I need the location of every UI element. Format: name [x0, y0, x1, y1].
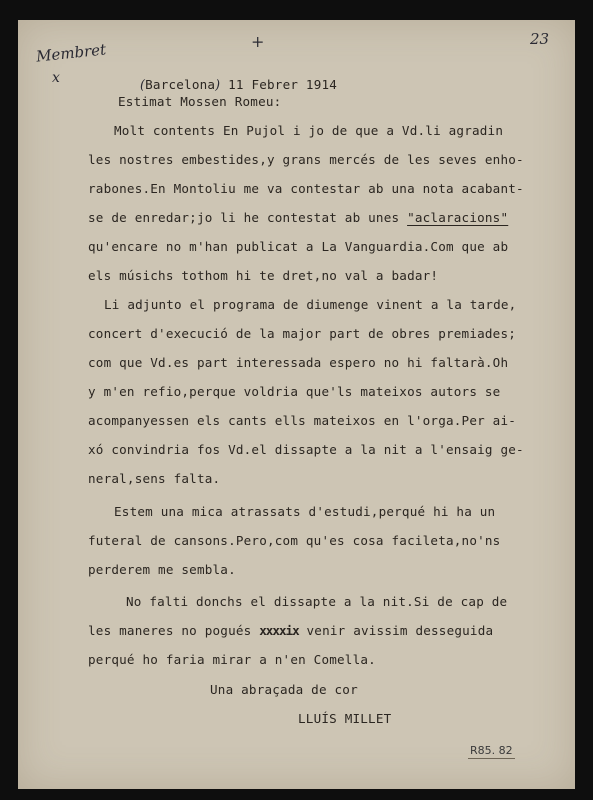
paren-open: (	[140, 77, 146, 92]
struck-text: xxxxix	[259, 623, 299, 638]
archive-stamp: R85. 82	[470, 744, 513, 757]
body-line: Molt contents En Pujol i jo de que a Vd.li agradin	[114, 123, 504, 138]
body-line-text: se de enredar;jo li he contestat ab unes	[88, 210, 408, 225]
date-line	[140, 62, 337, 92]
closing: Una abraçada de cor	[210, 682, 358, 697]
body-line	[88, 210, 508, 225]
body-line: perqué ho faria mirar a n'en Comella.	[88, 652, 376, 667]
margin-name: Membret	[35, 40, 107, 66]
page-number: 23	[530, 30, 550, 48]
body-line: Estem una mica atrassats d'estudi,perqué hi ha un	[114, 504, 496, 519]
body-line: rabones.En Montoliu me va contestar ab una nota acabant-	[88, 181, 524, 196]
cross-mark: +	[251, 32, 265, 51]
body-line-rest: venir avissim desseguida	[298, 623, 494, 638]
body-line: com que Vd.es part interessada espero no hi faltarà.Oh	[88, 355, 509, 370]
quoted-word: "aclaracions"	[407, 210, 509, 225]
salutation: Estimat Mossen Romeu:	[118, 94, 282, 109]
date-rest: 11 Febrer 1914	[228, 77, 338, 92]
signature: LLUÍS MILLET	[298, 711, 392, 726]
body-line: qu'encare no m'han publicat a La Vanguardia.Com que ab	[88, 239, 509, 254]
body-line: y m'en refio,perque voldria que'ls mateixos autors se	[88, 384, 501, 399]
body-line: futeral de cansons.Pero,com qu'es cosa faciletа,no'ns	[88, 533, 501, 548]
body-line: concert d'execució de la major part de obres premiades;	[88, 326, 517, 341]
body-line: No falti donchs el dissapte a la nit.Si de cap de	[126, 594, 508, 609]
body-line: perderem me sembla.	[88, 562, 236, 577]
body-line: xó convindria fos Vd.el dissapte a la nit a l'ensaig ge-	[88, 442, 524, 457]
body-line	[88, 623, 493, 638]
body-line: les nostres embestides,y grans mercés de les seves enho-	[88, 152, 524, 167]
margin-mark: x	[52, 70, 60, 86]
body-line: acompanyessen els cants ells mateixos en l'orga.Per ai-	[88, 413, 517, 428]
body-line: Li adjunto el programa de diumenge vinent a la tarde,	[104, 297, 517, 312]
body-line: els músichs tothom hi te dret,no val a badar!	[88, 268, 439, 283]
date-place: Barcelona	[145, 77, 216, 92]
body-line: neral,sens falta.	[88, 471, 221, 486]
paren-close: )	[215, 77, 221, 92]
body-line-text: les maneres no pogués	[88, 623, 260, 638]
